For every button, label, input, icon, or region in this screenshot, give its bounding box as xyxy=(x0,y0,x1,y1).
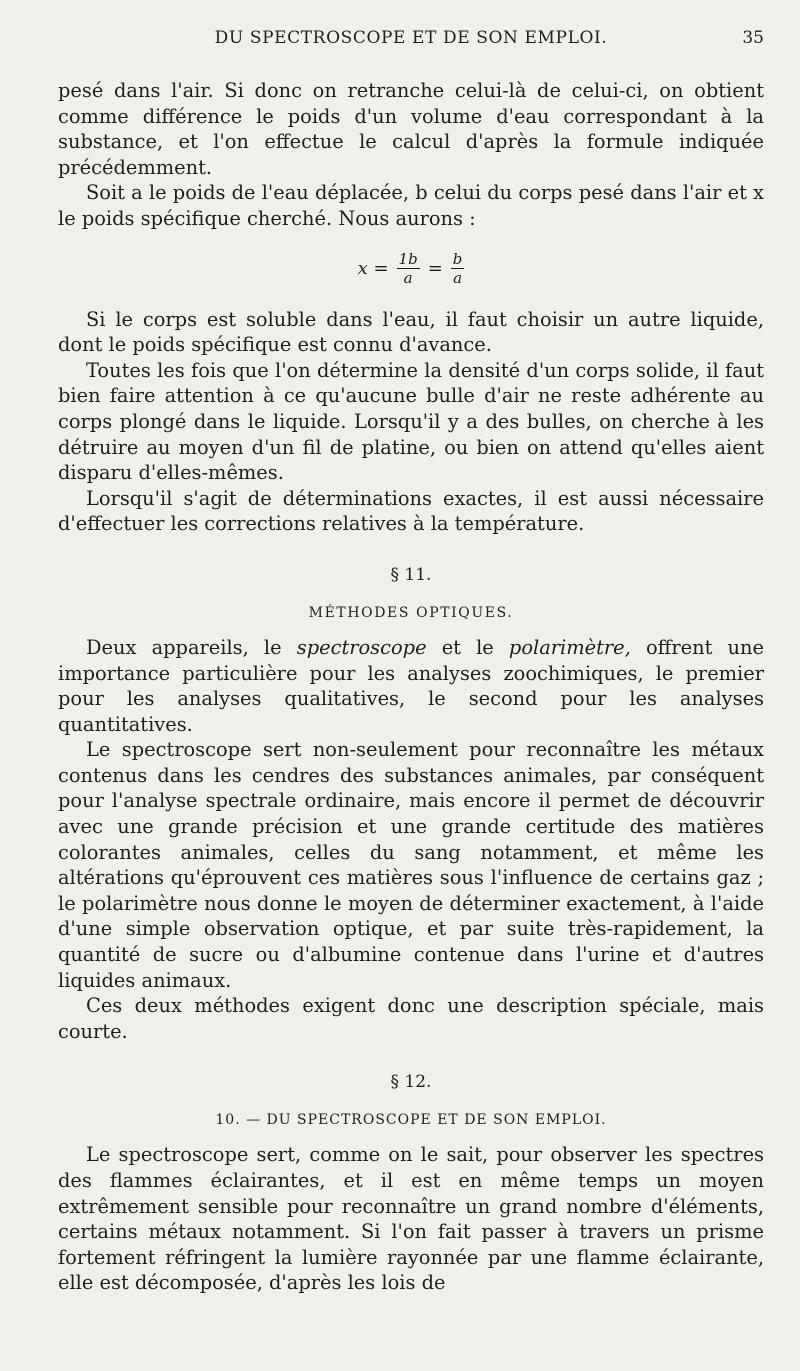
term-spectroscope: spectroscope xyxy=(296,635,427,659)
paragraph-bubbles: Toutes les fois que l'on détermine la densité d'un corps solide, il faut bien faire attention à ce qu'aucune bulle d'air ne reste adhérente au corps plongé dans le liquide. Lorsqu'il y a des bulles, on cherche à les détruire au moyen d'un fil de platine, ou bien on attend qu'elles aient disparu d'elles-mêmes. xyxy=(58,358,764,485)
page-number: 35 xyxy=(742,28,764,48)
paragraph-continuation: pesé dans l'air. Si donc on retranche celui-là de celui-ci, on obtient comme différence le poids d'un volume d'eau correspondant à la substance, et l'on effectue le calcul d'après la formule indiquée précédemment. xyxy=(58,79,764,179)
formula-equals: = xyxy=(427,257,443,279)
term-polarimeter: polarimètre, xyxy=(508,635,631,659)
section-11-title: MÉTHODES OPTIQUES. xyxy=(308,604,514,621)
paragraph-soluble: Si le corps est soluble dans l'eau, il faut choisir un autre liquide, dont le poids spécifique est connu d'avance. xyxy=(58,307,764,357)
formula-fraction-2 xyxy=(451,250,465,287)
running-title: DU SPECTROSCOPE ET DE SON EMPLOI. xyxy=(214,28,608,48)
page-body xyxy=(58,78,764,1296)
fraction-1-numerator: 1b xyxy=(398,249,418,268)
section-12-subhead: 10. — DU SPECTROSCOPE ET DE SON EMPLOI. xyxy=(215,1112,607,1129)
paragraph-two-apparatus xyxy=(58,635,764,737)
fraction-2-denominator: a xyxy=(453,268,463,287)
formula-fraction-1 xyxy=(397,250,420,287)
text-run: Deux appareils, le xyxy=(86,635,297,659)
formula-lhs: x = xyxy=(357,257,389,279)
paragraph-definitions: Soit a le poids de l'eau déplacée, b celui du corps pesé dans l'air et x le poids spécifique cherché. Nous aurons : xyxy=(58,181,764,230)
paragraph-spectroscope-intro: Le spectroscope sert, comme on le sait, pour observer les spectres des flammes éclairantes, et il est en même temps un moyen extrêmement sensible pour reconnaître un grand nombre d'éléments, certains métaux notamment. Si l'on fait passer à travers un prisme fortement réfringent la lumière rayonnée par une flamme éclairante, elle est décomposée, d'après les lois de xyxy=(58,1143,764,1295)
text-run: et le xyxy=(426,635,509,659)
section-11-number: § 11. xyxy=(390,564,432,585)
running-head xyxy=(58,28,764,54)
fraction-1-denominator: a xyxy=(403,268,413,287)
section-12-number: § 12. xyxy=(390,1072,432,1093)
specific-weight-formula xyxy=(58,250,764,287)
paragraph-methods-summary: Ces deux méthodes exigent donc une description spéciale, mais courte. xyxy=(58,994,764,1043)
text-run: offrent une importance particulière pour les analyses zoochimiques, le premier pour les analyses qualitatives, le second pour les analyses quantitatives. xyxy=(58,635,765,736)
paragraph-temperature: Lorsqu'il s'agit de déterminations exactes, il est aussi nécessaire d'effectuer les corrections relatives à la température. xyxy=(58,486,764,536)
fraction-2-numerator: b xyxy=(452,249,463,268)
paragraph-spectroscope-uses: Le spectroscope sert non-seulement pour reconnaître les métaux contenus dans les cendres des substances animales, par conséquent pour l'analyse spectrale ordinaire, mais encore il permet de découvrir avec une grande précision et une grande certitude des matières colorantes animales, celles du sang notamment, et même les altérations qu'éprouvent ces matières sous l'influence de certains gaz ; le polarimètre nous donne le moyen de déterminer exactement, à l'aide d'une simple observation optique, et par suite très-rapidement, la quantité de sucre ou d'albumine contenue dans l'urine et d'autres liquides animaux. xyxy=(58,738,764,992)
